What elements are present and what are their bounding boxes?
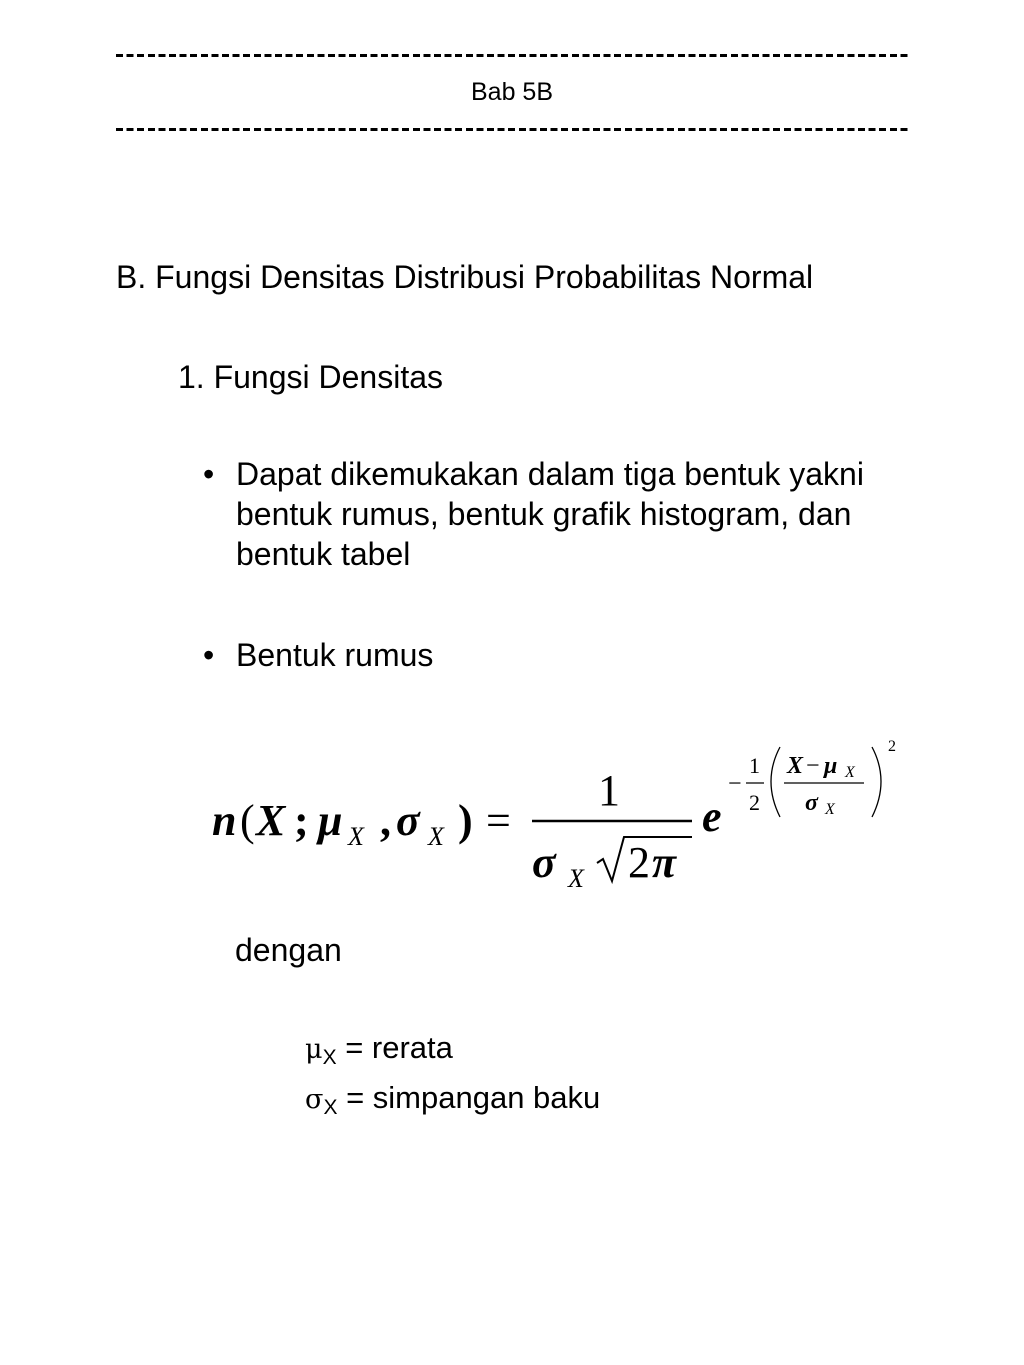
definition-std-dev: [305, 1078, 600, 1128]
section-heading: B. Fungsi Densitas Distribusi Probabilitas Normal: [116, 259, 814, 295]
normal-density-formula: [200, 735, 920, 895]
fraction-numerator: 1: [598, 766, 620, 815]
header-divider-top: [116, 54, 908, 57]
formula-mu-subscript: X: [348, 822, 364, 851]
formula-function-name: n: [212, 796, 237, 845]
definition-mean-subscript: X: [322, 1046, 337, 1069]
header-title: Bab 5B: [470, 78, 553, 106]
formula-sigma-subscript: X: [428, 822, 444, 851]
formula-semicolon: ;: [294, 796, 309, 845]
subsection-heading: 1. Fungsi Densitas: [178, 359, 444, 395]
formula-equals: =: [486, 796, 511, 845]
formula-sigma-symbol: σ: [396, 796, 420, 845]
formula-mu-symbol: μ: [318, 796, 343, 845]
header-divider-bottom: [116, 128, 908, 131]
formula-close-paren: ): [458, 796, 473, 845]
definition-mean-text: = rerata: [345, 1030, 453, 1065]
exponent-close-bracket: [872, 747, 881, 817]
definition-std-dev-text: = simpangan baku: [346, 1080, 601, 1115]
exponent-open-bracket: [771, 747, 780, 817]
definition-mean-symbol: μ: [305, 1034, 323, 1065]
definition-std-dev-symbol: σ: [305, 1084, 324, 1115]
bullet-marker: •: [203, 456, 215, 492]
formula-comma: ,: [380, 796, 391, 845]
exponent-mu-subscript: X: [845, 764, 855, 781]
exponent-sigma: σ: [805, 790, 818, 816]
exponential-base-e: e: [702, 792, 722, 841]
bullet-item-formula: Bentuk rumus: [236, 637, 434, 673]
where-label: dengan: [235, 932, 342, 968]
denominator-sigma-subscript: X: [568, 864, 584, 893]
exponent-half-numerator: 1: [749, 753, 760, 778]
denominator-sigma: σ: [532, 838, 556, 887]
formula-variable-x: X: [256, 796, 286, 845]
formula-open-paren: (: [240, 796, 255, 845]
exponent-sigma-subscript: X: [825, 801, 835, 818]
sqrt-two: 2: [628, 838, 650, 887]
sqrt-pi: π: [652, 838, 677, 887]
exponent-inner-minus: −: [806, 753, 820, 779]
exponent-power-two: 2: [888, 738, 896, 755]
bullet-marker: •: [203, 637, 215, 673]
exponent-x: X: [787, 753, 804, 779]
definition-mean: [305, 1028, 453, 1078]
exponent-mu: μ: [824, 753, 838, 779]
bullet-item-forms: Dapat dikemukakan dalam tiga bentuk yakni bentuk rumus, bentuk grafik histogram, dan bentuk tabel: [236, 456, 864, 572]
exponent-minus: −: [728, 771, 742, 797]
exponent-half-denominator: 2: [749, 790, 760, 815]
definition-std-dev-subscript: X: [323, 1096, 338, 1119]
